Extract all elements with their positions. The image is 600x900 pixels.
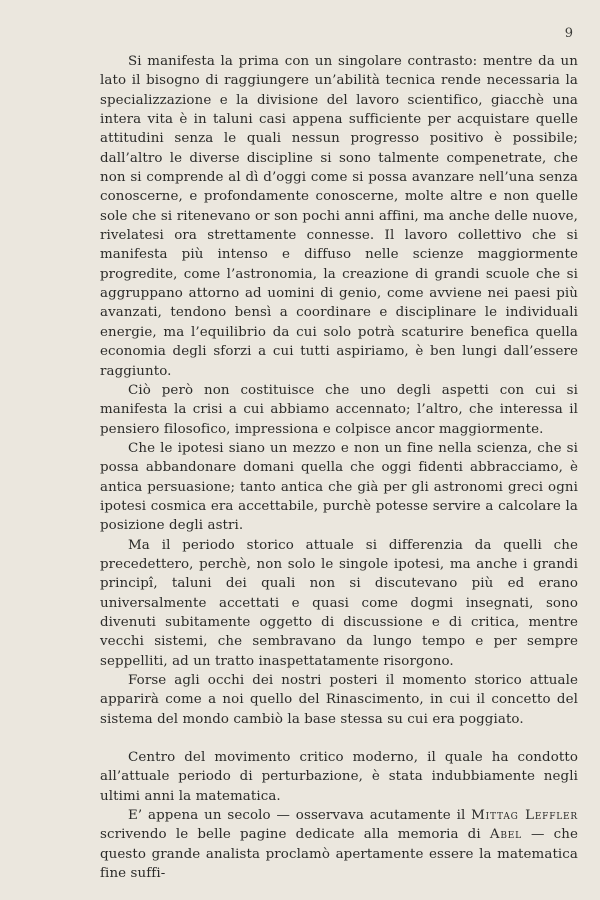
paragraph: Forse agli occhi dei nostri posteri il momento storico attuale apparirà come a noi quello del Rinascimento, in cui il concetto del sistema del mondo cambiò la base stessa su cui era poggiato. <box>100 673 578 727</box>
text-run: — che questo grande analista proclamò apertamente essere la matematica fine suffi- <box>100 827 578 882</box>
author-name-abel: Abel <box>489 827 522 843</box>
paragraph: Si manifesta la prima con un singolare contrasto: mentre da un lato il bisogno di raggiungere un’abilità tecnica rende necessaria la specializzazione e la divisione del lavoro scientifico, giacchè una intera vita è in taluni casi appena sufficiente per acquistare quelle attitudini senza le quali nessun progresso positivo è possibile; dall’altro le diverse discipline si sono talmente compenetrate, che non si comprende al dì d’oggi come si possa avanzare nell’una senza conoscerne, e profondamente conoscerne, molte altre e non quelle sole che si ritenevano or son pochi anni affini, ma anche delle nuove, rivelatesi ora strettamente connesse. Il lavoro collettivo che si manifesta più intenso e diffuso nelle scienze maggiormente progredite, come l’astronomia, la creazione di grandi scuole che si aggruppano attorno ad uomini di genio, come avviene nei paesi più avanzati, tendono bensì a coordinare e disciplinare le individuali energie, ma l’equilibrio da cui solo potrà scaturire benefica quella economia degli sforzi a cui tutti aspiriamo, è ben lungi dall’essere raggiunto. <box>100 54 578 379</box>
author-name-mittag-leffler: Mittag Leffler <box>471 808 578 824</box>
paragraph-last <box>100 806 578 883</box>
page-number: 9 <box>564 26 573 41</box>
body-text <box>100 52 578 883</box>
text-run: scrivendo le belle pagine dedicate alla memoria di <box>100 827 490 843</box>
paragraph: Che le ipotesi siano un mezzo e non un fine nella scienza, che si possa abbandonare domani quella che oggi fidenti abbracciamo, è antica persuasione; tanto antica che già per gli astronomi greci ogni ipotesi cosmica era accettabile, purchè potesse servire a calcolare la posizione degli astri. <box>100 440 578 534</box>
paragraph: Ma il periodo storico attuale si differenzia da quelli che precedettero, perchè, non solo le singole ipotesi, ma anche i grandi principî, taluni dei quali non si discutevano più ed erano universalmente accettati e quasi come dogmi insegnati, sono divenuti subitamente oggetto di discussione e di critica, mentre vecchi sistemi, che sembravano da lungo tempo e per sempre seppelliti, ad un tratto inaspettatamente risorgono. <box>100 537 578 669</box>
paragraph: Ciò però non costituisce che uno degli aspetti con cui si manifesta la crisi a cui abbiamo accennato; l’altro, che interessa il pensiero filosofico, impressiona e colpisce ancor maggiormente. <box>100 382 578 437</box>
section-paragraph: Centro del movimento critico moderno, il quale ha condotto all’attuale periodo di perturbazione, è stata indubbiamente negli ultimi anni la matematica. <box>100 750 578 804</box>
text-run: E’ appena un secolo — osservava acutamente il <box>128 808 472 824</box>
